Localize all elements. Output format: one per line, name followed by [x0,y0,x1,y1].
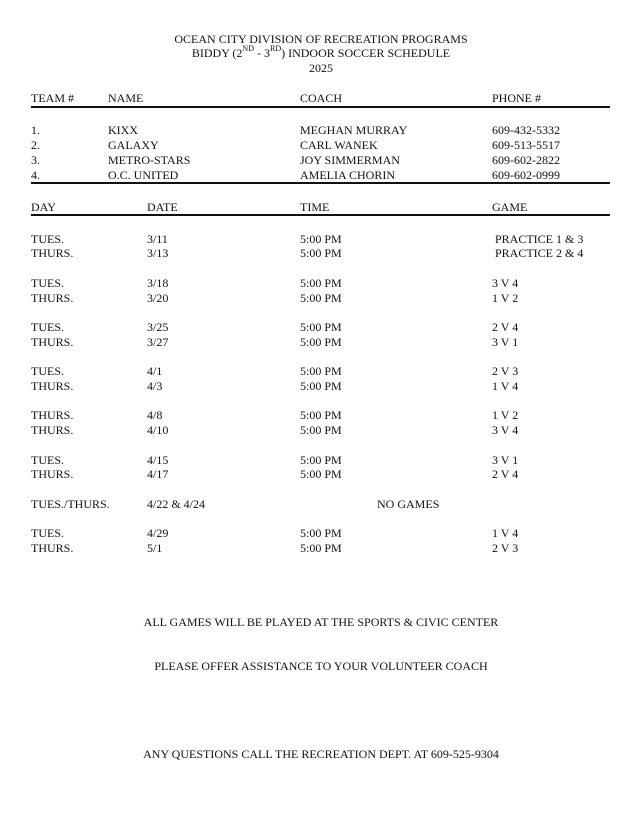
game-date: 3/20 [147,291,169,305]
game-matchup: 2 V 3 [492,541,519,555]
game-time: 5:00 PM [300,291,342,305]
game-time: 5:00 PM [300,423,342,437]
game-date: 3/11 [147,232,168,246]
game-matchup: 2 V 3 [492,364,519,378]
game-date: 4/10 [147,423,169,437]
game-matchup: 2 V 4 [492,467,519,481]
game-date: 4/29 [147,526,169,540]
game-day: TUES. [31,276,64,290]
game-matchup: 3 V 1 [492,453,519,467]
contact-note: ANY QUESTIONS CALL THE RECREATION DEPT. AT 609-525-9304 [143,747,499,761]
venue-note: ALL GAMES WILL BE PLAYED AT THE SPORTS & CIVIC CENTER [143,615,499,629]
game-date: 3/13 [147,246,169,260]
team-number: 1. [31,123,40,137]
game-time: 5:00 PM [300,276,342,290]
team-coach: JOY SIMMERMAN [300,153,400,167]
game-date: 4/15 [147,453,169,467]
team-number-header: TEAM # [31,91,74,105]
time-header: TIME [300,200,330,214]
game-time: 5:00 PM [300,467,342,481]
team-number: 2. [31,138,40,152]
game-time: 5:00 PM [300,335,342,349]
schedule-subtitle [0,46,642,61]
teams-table-bottom-divider [31,182,610,184]
subtitle-middle: - 3 [253,46,270,60]
game-day: THURS. [31,408,74,422]
game-matchup: 1 V 2 [492,408,519,422]
game-day: THURS. [31,541,74,555]
game-time: 5:00 PM [300,526,342,540]
team-phone: 609-602-2822 [492,153,560,167]
phone-header: PHONE # [492,91,542,105]
team-coach: CARL WANEK [300,138,378,152]
game-time: 5:00 PM [300,320,342,334]
game-date: 4/17 [147,467,169,481]
game-time: 5:00 PM [300,246,342,260]
game-day: TUES. [31,364,64,378]
game-day: THURS. [31,467,74,481]
game-date: 4/22 & 4/24 [147,497,206,511]
team-coach: AMELIA CHORIN [300,168,395,182]
game-day: TUES./THURS. [31,497,110,511]
schedule-year: 2025 [309,61,333,75]
game-day: TUES. [31,453,64,467]
game-day: TUES. [31,320,64,334]
coach-header: COACH [300,91,343,105]
game-matchup: 3 V 4 [492,423,519,437]
team-coach: MEGHAN MURRAY [300,123,408,137]
game-day: THURS. [31,423,74,437]
game-date: 3/25 [147,320,169,334]
team-name: O.C. UNITED [108,168,179,182]
game-day: THURS. [31,246,74,260]
game-day: TUES. [31,526,64,540]
game-matchup: 3 V 4 [492,276,519,290]
game-day: TUES. [31,232,64,246]
game-day: THURS. [31,335,74,349]
teams-header-divider [31,106,610,108]
subtitle-superscript-nd: ND [242,44,254,53]
game-time: 5:00 PM [300,364,342,378]
game-matchup: 1 V 2 [492,291,519,305]
game-matchup: 1 V 4 [492,379,519,393]
game-date: 4/8 [147,408,163,422]
game-date: 3/18 [147,276,169,290]
team-name: METRO-STARS [108,153,191,167]
team-phone: 609-602-0999 [492,168,560,182]
game-date: 4/1 [147,364,163,378]
game-time: 5:00 PM [300,541,342,555]
schedule-header-divider [31,214,610,216]
game-day: THURS. [31,379,74,393]
subtitle-suffix: ) INDOOR SOCCER SCHEDULE [281,46,451,60]
team-number: 3. [31,153,40,167]
subtitle-prefix: BIDDY (2 [191,46,243,60]
game-matchup: 2 V 4 [492,320,519,334]
team-phone: 609-432-5332 [492,123,560,137]
team-number: 4. [31,168,40,182]
game-date: 5/1 [147,541,163,555]
game-time: 5:00 PM [300,232,342,246]
game-header: GAME [492,200,528,214]
game-matchup: 3 V 1 [492,335,519,349]
game-time: 5:00 PM [300,453,342,467]
game-day: THURS. [31,291,74,305]
day-header: DAY [31,200,56,214]
date-header: DATE [147,200,178,214]
game-matchup: PRACTICE 1 & 3 [495,232,584,246]
game-matchup: PRACTICE 2 & 4 [495,246,584,260]
subtitle-superscript-rd: RD [269,44,282,53]
page-title: OCEAN CITY DIVISION OF RECREATION PROGRAMS [174,32,468,46]
assistance-note: PLEASE OFFER ASSISTANCE TO YOUR VOLUNTEER COACH [154,659,488,673]
game-date: 4/3 [147,379,163,393]
team-name-header: NAME [108,91,144,105]
game-time: 5:00 PM [300,408,342,422]
no-games-note: NO GAMES [377,497,440,511]
game-matchup: 1 V 4 [492,526,519,540]
game-time: 5:00 PM [300,379,342,393]
team-name: GALAXY [108,138,159,152]
team-name: KIXX [108,123,138,137]
game-date: 3/27 [147,335,169,349]
team-phone: 609-513-5517 [492,138,560,152]
